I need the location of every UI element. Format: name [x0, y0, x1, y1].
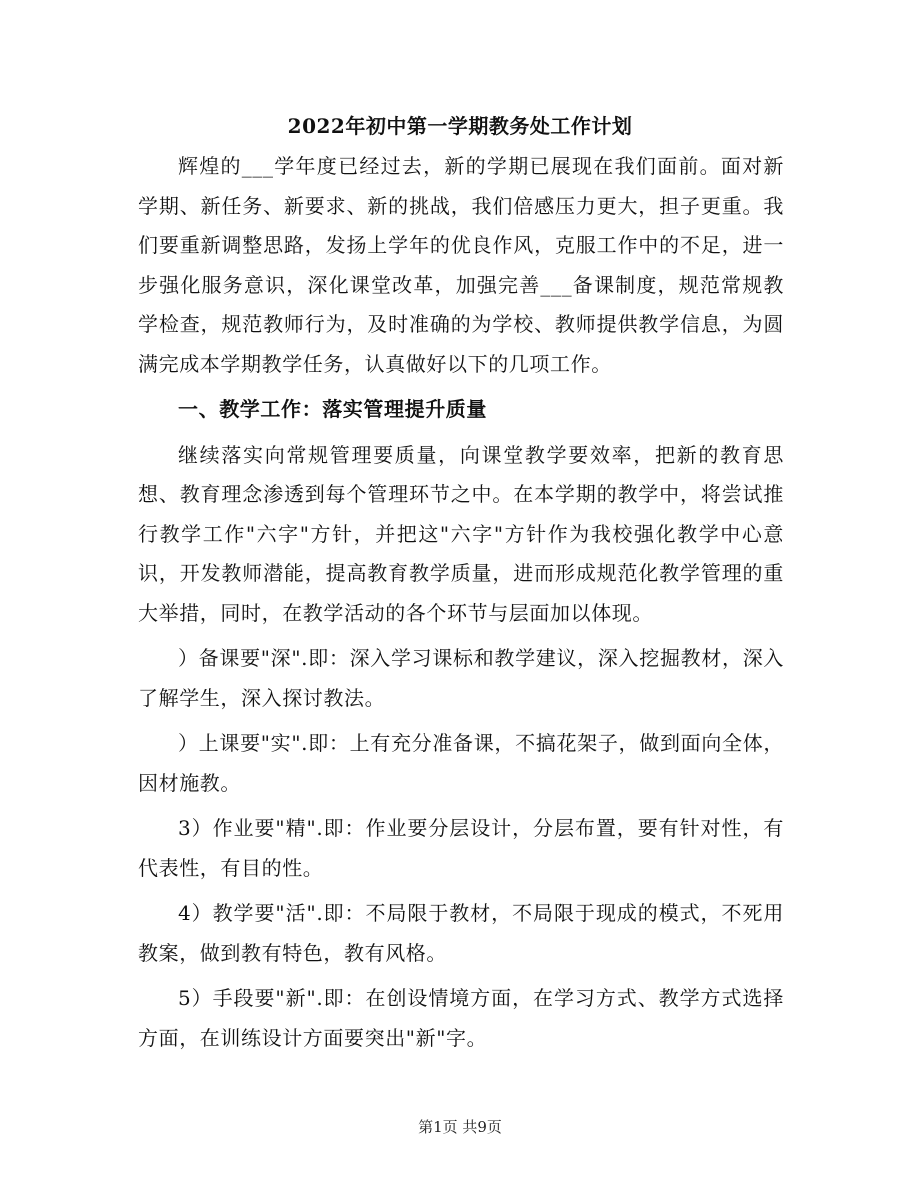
section-paragraph: 继续落实向常规管理要质量，向课堂教学要效率，把新的教育思想、教育理念渗透到每个管理环节之中。在本学期的教学中，将尝试推行教学工作"六字"方针，并把这"六字"方针作为我校强化教学中心意识，开发教师潜能，提高教育教学质量，进而形成规范化教学管理的重大举措，同时，在教学活动的各个环节与层面加以体现。 [138, 442, 784, 625]
document-body [138, 147, 784, 1058]
page-number: 第1页 共9页 [418, 1118, 502, 1136]
list-item: ）上课要"实".即：上有充分准备课，不搞花架子，做到面向全体，因材施教。 [138, 731, 784, 795]
document-title: 2022年初中第一学期教务处工作计划 [287, 114, 633, 138]
intro-paragraph: 辉煌的___学年度已经过去，新的学期已展现在我们面前。面对新学期、新任务、新要求、新的挑战，我们倍感压力更大，担子更重。我们要重新调整思路，发扬上学年的优良作风，克服工作中的不足，进一步强化服务意识，深化课堂改革，加强完善___备课制度，规范常规教学检查，规范教师行为，及时准确的为学校、教师提供教学信息，为圆满完成本学期教学任务，认真做好以下的几项工作。 [138, 154, 784, 376]
section-heading: 一、教学工作：落实管理提升质量 [178, 397, 487, 421]
list-item: 5）手段要"新".即：在创设情境方面，在学习方式、教学方式选择方面，在训练设计方面要突出"新"字。 [138, 986, 784, 1050]
list-item: 3）作业要"精".即：作业要分层设计，分层布置，要有针对性，有代表性，有目的性。 [138, 816, 784, 880]
list-item: 4）教学要"活".即：不局限于教材，不局限于现成的模式，不死用教案，做到教有特色，教有风格。 [138, 901, 784, 965]
list-item: ）备课要"深".即：深入学习课标和教学建议，深入挖掘教材，深入了解学生，深入探讨教法。 [138, 646, 784, 710]
